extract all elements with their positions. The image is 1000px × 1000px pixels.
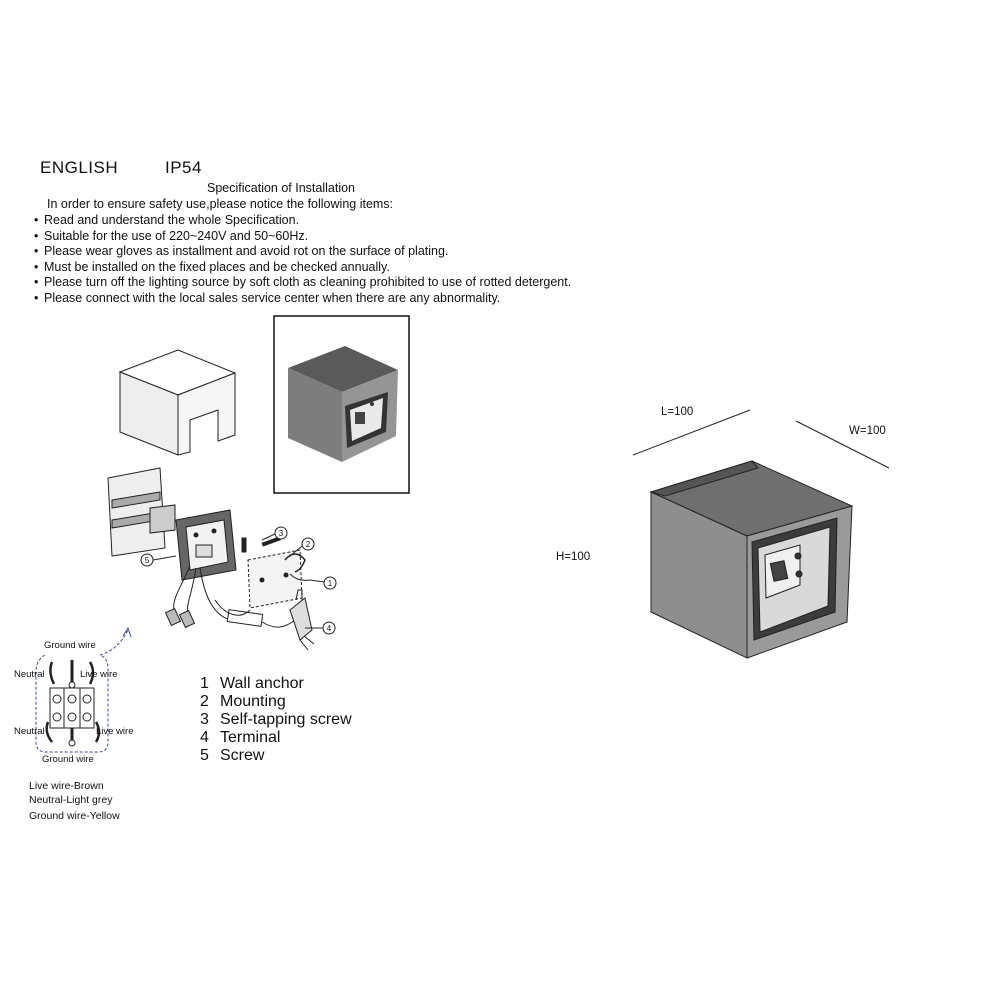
callout-5-label: 5 bbox=[144, 556, 150, 565]
dimension-width: W=100 bbox=[849, 425, 886, 437]
wiring-color-legend bbox=[29, 779, 120, 823]
parts-list-item: 1 Wall anchor bbox=[200, 675, 304, 692]
spec-bullet: • Please wear gloves as installment and avoid rot on the surface of plating. bbox=[34, 244, 449, 258]
callout-3-label: 3 bbox=[278, 529, 284, 538]
spec-bullet: • Suitable for the use of 220~240V and 50~60Hz. bbox=[34, 228, 309, 243]
spec-bullet: • Please turn off the lighting source by soft cloth as cleaning prohibited to use of rotted detergent. bbox=[34, 275, 572, 289]
wiring-neutral-top-label: Neutral bbox=[14, 669, 45, 680]
cube-shell-illustration bbox=[120, 350, 235, 455]
parts-list-item: 4 Terminal bbox=[200, 729, 281, 746]
dimension-height: H=100 bbox=[556, 551, 591, 563]
neutral-wire-color: Neutral-Light grey bbox=[29, 794, 113, 806]
language-label: ENGLISH bbox=[40, 158, 119, 177]
dimension-length: L=100 bbox=[661, 406, 694, 418]
wiring-live-bottom-label: Live wire bbox=[96, 726, 134, 737]
callout-2-label: 2 bbox=[305, 540, 311, 549]
wiring-ground-top-label: Ground wire bbox=[44, 640, 96, 651]
spec-intro: In order to ensure safety use,please notice the following items: bbox=[47, 197, 394, 211]
spec-title: Specification of Installation bbox=[207, 181, 356, 195]
parts-list-item: 3 Self-tapping screw bbox=[200, 711, 352, 728]
parts-list bbox=[200, 675, 352, 765]
callout-4-label: 4 bbox=[326, 624, 332, 633]
spec-bullet: • Read and understand the whole Specification. bbox=[34, 213, 300, 227]
wiring-live-top-label: Live wire bbox=[80, 669, 118, 680]
ground-wire-color: Ground wire-Yellow bbox=[29, 810, 120, 822]
parts-list-item: 5 Screw bbox=[200, 747, 265, 764]
callout-1-label: 1 bbox=[327, 579, 333, 588]
wiring-neutral-bottom-label: Neutral bbox=[14, 726, 45, 737]
wiring-ground-bottom-label: Ground wire bbox=[42, 754, 94, 765]
dimension-drawing bbox=[633, 410, 889, 658]
ip-rating: IP54 bbox=[165, 158, 202, 177]
spec-bullet: • Please connect with the local sales service center when there are any abnormality. bbox=[34, 290, 501, 305]
product-photo-frame bbox=[274, 316, 409, 493]
live-wire-color: Live wire-Brown bbox=[29, 780, 104, 792]
parts-list-item: 2 Mounting bbox=[200, 693, 286, 710]
spec-bullet: • Must be installed on the fixed places and be checked annually. bbox=[34, 259, 390, 274]
